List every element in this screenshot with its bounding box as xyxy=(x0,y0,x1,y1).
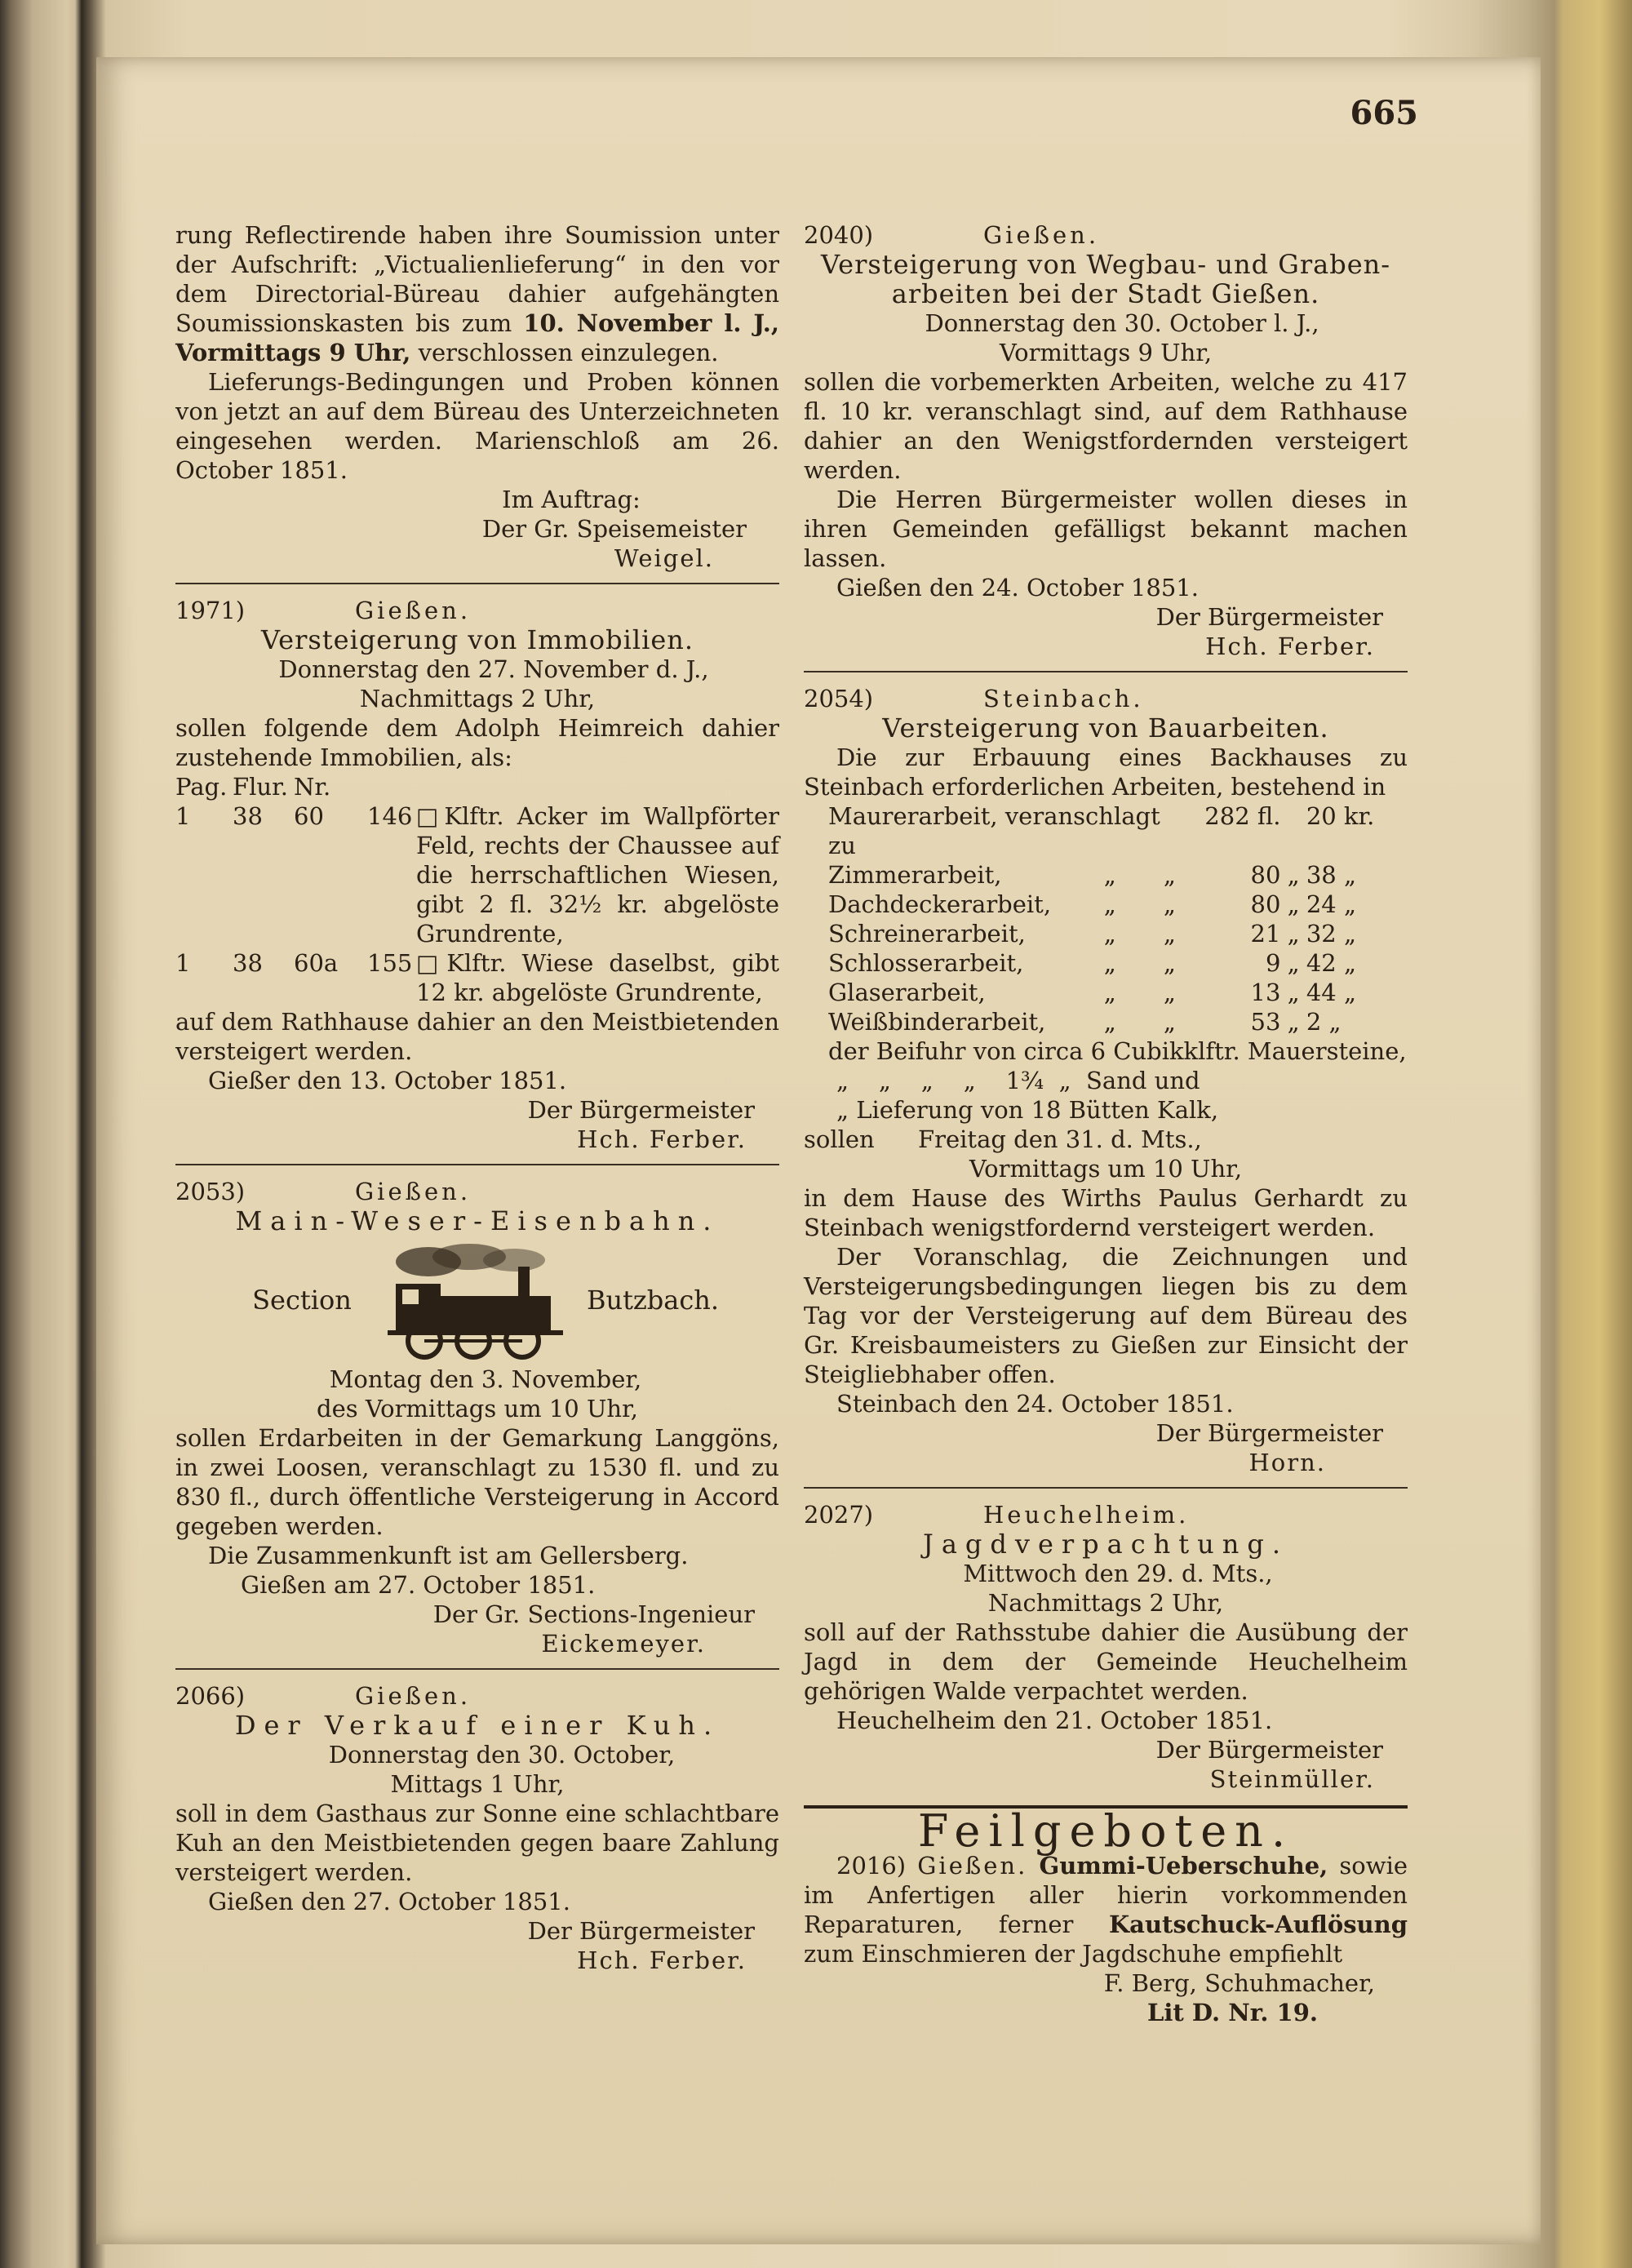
signature: Eickemeyer. xyxy=(541,1630,706,1658)
section-label: Section xyxy=(252,1285,352,1316)
table-row: 1 38 60a 155 □Klftr. Wiese daselbst, gibt 12 kr. abgelöste Grundrente, xyxy=(175,949,779,1006)
ad-number: 2053) xyxy=(175,1178,246,1205)
table-row: Zimmerarbeit, „ „ 80 „ 38 „ xyxy=(828,861,1356,889)
ad-title: Versteigerung von Bauarbeiten. xyxy=(882,712,1329,743)
ad-intro-continuation xyxy=(175,220,779,573)
signature-role: Der Gr. Speisemeister xyxy=(481,515,747,543)
ad-header xyxy=(804,684,1408,713)
ad-title: Jagdverpachtung. xyxy=(922,1529,1288,1560)
ad-dateline: Gießer den 13. October 1851. xyxy=(208,1067,567,1094)
ad-2053 xyxy=(175,1177,779,1658)
ad-number: 2066) xyxy=(175,1682,246,1710)
signature-role: Der Bürgermeister xyxy=(1155,1419,1383,1447)
divider xyxy=(175,1164,779,1165)
ad-time: Mittags 1 Uhr, xyxy=(390,1770,565,1798)
table-row: Weißbinderarbeit, „ „ 53 „ 2 „ xyxy=(828,1008,1342,1036)
ad-date: Donnerstag den 27. November d. J., xyxy=(278,655,709,683)
address: Lit D. Nr. 19. xyxy=(1147,1999,1318,2026)
paragraph: Die Zusammenkunft ist am Gellersberg. xyxy=(208,1542,689,1569)
ad-date: Mittwoch den 29. d. Mts., xyxy=(963,1560,1273,1587)
ad-title: Der Verkauf einer Kuh. xyxy=(234,1710,721,1741)
ad-number: 2027) xyxy=(804,1501,874,1529)
paragraph: auf dem Rathhause dahier an den Meistbietenden versteigert werden. xyxy=(175,1008,779,1065)
divider xyxy=(804,1487,1408,1489)
paragraph: rung Reflectirende haben ihre Soumission unter der Aufschrift: „Victualienlieferung“ in den vor dem Directorial-Büreau dahier aufgehängten Soumissionskasten bis zum 10. November l. J., Vormittags 9 Uhr, verschlossen einzulegen. xyxy=(175,221,780,366)
signature: Hch. Ferber. xyxy=(1205,632,1375,660)
right-column xyxy=(804,220,1408,2027)
ad-place: Gießen. xyxy=(917,1852,1028,1880)
ad-date: Montag den 3. November, xyxy=(329,1365,642,1393)
divider xyxy=(804,671,1408,672)
table-row: Schlosserarbeit, „ „ 9 „ 42 „ xyxy=(828,949,1356,977)
signature-role: Der Bürgermeister xyxy=(1155,1736,1383,1764)
cost-table xyxy=(828,801,1383,1036)
ad-number: 2040) xyxy=(804,221,874,249)
ad-header xyxy=(175,596,779,625)
ad-date: Freitag den 31. d. Mts., xyxy=(918,1125,1202,1153)
table-row: Maurerarbeit, veranschlagt zu 282 fl. 20 kr. xyxy=(828,802,1375,859)
page-number: 665 xyxy=(1350,94,1418,132)
ad-number: 1971) xyxy=(175,597,246,624)
ad-date-row: sollen Freitag den 31. d. Mts., xyxy=(804,1125,1408,1154)
signature-line: Im Auftrag: xyxy=(502,486,641,513)
ad-dateline: Heuchelheim den 21. October 1851. xyxy=(836,1707,1273,1734)
signature: Hch. Ferber. xyxy=(577,1125,747,1153)
locomotive-row xyxy=(175,1239,779,1361)
table-row: Glaserarbeit, „ „ 13 „ 44 „ xyxy=(828,979,1356,1006)
paragraph: sollen folgende dem Adolph Heimreich dahier zustehende Immobilien, als: xyxy=(175,714,779,771)
property-table xyxy=(175,772,779,1007)
ad-header xyxy=(175,1681,779,1711)
paragraph: Die zur Erbauung eines Backhauses zu Steinbach erforderlichen Arbeiten, bestehend in xyxy=(804,743,1408,801)
signature-role: Der Bürgermeister xyxy=(527,1096,755,1124)
paragraph: Der Voranschlag, die Zeichnungen und Versteigerungsbedingungen liegen bis zu dem Tag vor der Versteigerung auf dem Büreau des Gr. Kreisbaumeisters zu Gießen zur Einsicht der Steigliebhaber offen. xyxy=(804,1243,1408,1388)
ad-2040 xyxy=(804,220,1408,661)
ad-dateline: Steinbach den 24. October 1851. xyxy=(836,1390,1234,1418)
table-row: 1 38 60 146 □Klftr. Acker im Wallpförter Feld, rechts der Chaussee auf die herrschaftlichen Wiesen, gibt 2 fl. 32½ kr. abgelöste Grundrente, xyxy=(175,802,779,948)
section-place: Butzbach. xyxy=(586,1285,720,1316)
paragraph: Lieferungs-Bedingungen und Proben können von jetzt an auf dem Büreau des Unterzeichneten eingesehen werden. Marienschloß am 26. October 1851. xyxy=(175,368,779,484)
ad-title: Main-Weser-Eisenbahn. xyxy=(235,1205,720,1236)
table-header: Pag. Flur. Nr. xyxy=(175,773,331,801)
signature: Hch. Ferber. xyxy=(577,1946,747,1974)
signature-role: Der Bürgermeister xyxy=(527,1917,755,1945)
signature: F. Berg, Schuhmacher, xyxy=(1103,1969,1375,1997)
signature: Horn. xyxy=(1248,1449,1326,1476)
ad-title: Versteigerung von Immobilien. xyxy=(260,624,694,655)
paragraph: sollen die vorbemerkten Arbeiten, welche zu 417 fl. 10 kr. veranschlagt sind, auf dem Rathhause dahier an den Wenigstfordernden versteigert werden. xyxy=(804,368,1408,484)
ad-header xyxy=(804,1500,1408,1529)
ad-place: Steinbach. xyxy=(983,685,1144,712)
ad-place: Gießen. xyxy=(983,221,1100,249)
paragraph: Die Herren Bürgermeister wollen dieses in ihren Gemeinden gefälligst bekannt machen lassen. xyxy=(804,486,1408,572)
ad-place: Gießen. xyxy=(355,1178,472,1205)
ad-time: Vormittags 9 Uhr, xyxy=(999,339,1213,366)
ad-dateline: Gießen den 27. October 1851. xyxy=(208,1888,570,1915)
ad-date: Donnerstag den 30. October l. J., xyxy=(925,309,1319,337)
section-heading: Feilgeboten. xyxy=(917,1805,1294,1857)
ad-title: Versteigerung von Wegbau- und Graben- xyxy=(820,249,1391,280)
ad-time: des Vormittags um 10 Uhr, xyxy=(317,1395,638,1422)
table-row: Schreinerarbeit, „ „ 21 „ 32 „ xyxy=(828,920,1356,948)
paragraph: der Beifuhr von circa 6 Cubikklftr. Mauersteine, xyxy=(828,1037,1407,1065)
ad-header xyxy=(175,1177,779,1206)
ad-date: Donnerstag den 30. October, xyxy=(328,1741,676,1769)
ad-place: Gießen. xyxy=(355,597,472,624)
ad-1971 xyxy=(175,596,779,1154)
ad-dateline: Gießen am 27. October 1851. xyxy=(241,1571,596,1599)
paragraph: „ Lieferung von 18 Bütten Kalk, xyxy=(836,1096,1219,1124)
paragraph: 2016) Gießen. Gummi-Ueberschuhe, sowie im Anfertigen aller hierin vorkommenden Reparaturen, ferner Kautschuck-Auflösung zum Einschmieren der Jagdschuhe empfiehlt xyxy=(804,1852,1408,1968)
paragraph: soll in dem Gasthaus zur Sonne eine schlachtbare Kuh an den Meistbietenden gegen baare Zahlung versteigert werden. xyxy=(175,1800,779,1886)
locomotive-illustration xyxy=(379,1239,575,1361)
signature-role: Der Gr. Sections-Ingenieur xyxy=(432,1600,755,1628)
ad-dateline: Gießen den 24. October 1851. xyxy=(836,574,1199,601)
ad-number: 2016) xyxy=(836,1852,907,1880)
ad-time: Vormittags um 10 Uhr, xyxy=(969,1155,1243,1183)
ad-time: Nachmittags 2 Uhr, xyxy=(359,685,596,712)
ad-title-continued: arbeiten bei der Stadt Gießen. xyxy=(891,278,1320,309)
paragraph: in dem Hause des Wirths Paulus Gerhardt zu Steinbach wenigstfordernd versteigert werden. xyxy=(804,1184,1408,1241)
divider xyxy=(175,1668,779,1670)
paragraph: „ „ „ „ 1¾ „ Sand und xyxy=(836,1067,1200,1094)
chimney-icon xyxy=(518,1267,530,1299)
signature-role: Der Bürgermeister xyxy=(1155,603,1383,631)
ad-2054 xyxy=(804,684,1408,1477)
signature: Weigel. xyxy=(614,544,714,572)
ad-2027 xyxy=(804,1500,1408,1794)
ad-header xyxy=(804,220,1408,250)
paragraph: sollen Erdarbeiten in der Gemarkung Langgöns, in zwei Loosen, veranschlagt zu 1530 fl. und zu 830 fl., durch öffentliche Versteigerung in Accord gegeben werden. xyxy=(175,1424,779,1540)
ad-2066 xyxy=(175,1681,779,1975)
table-row: Dachdeckerarbeit, „ „ 80 „ 24 „ xyxy=(828,890,1356,918)
ad-number: 2054) xyxy=(804,685,874,712)
section-feilgeboten xyxy=(804,1805,1408,2027)
left-column xyxy=(175,220,779,1975)
signature: Steinmüller. xyxy=(1209,1765,1375,1793)
ad-place: Heuchelheim. xyxy=(983,1501,1190,1529)
ad-place: Gießen. xyxy=(355,1682,472,1710)
paragraph: soll auf der Rathsstube dahier die Ausübung der Jagd in dem der Gemeinde Heuchelheim gehörigen Walde verpachtet werden. xyxy=(804,1618,1408,1705)
divider xyxy=(175,583,779,584)
ad-time: Nachmittags 2 Uhr, xyxy=(987,1589,1224,1617)
